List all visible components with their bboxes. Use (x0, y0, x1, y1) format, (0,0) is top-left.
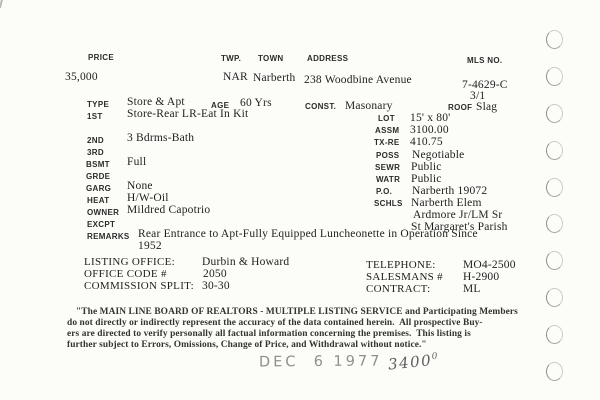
handwritten-price: 3400$^0$ (387, 351, 440, 374)
office-code-value: 2050 (203, 268, 227, 280)
possession-label: POSS (376, 151, 400, 160)
price-label: PRICE (88, 53, 114, 62)
type-value: Store & Apt (127, 96, 185, 108)
post-office-label: P.O. (376, 187, 393, 196)
schools-label: SCHLS (374, 199, 403, 208)
disclaimer-line-2: do not directly or indirectly represent the accuracy of the data contained herein. All prospective Buy- (67, 318, 483, 328)
binder-hole-mark (546, 30, 563, 49)
salesmans-label: SALESMANS # (366, 271, 443, 283)
type-label: TYPE (87, 100, 110, 109)
possession-value: Negotiable (412, 149, 465, 161)
water-value: Public (411, 173, 442, 185)
second-floor-label: 2ND (87, 136, 104, 145)
binder-hole-mark (546, 104, 563, 123)
except-label: EXCPT (87, 220, 116, 229)
town-value: Narberth (253, 72, 296, 84)
basement-value: Full (127, 156, 147, 168)
garage-label: GARG (86, 184, 112, 193)
handwritten-price-superscript: 0 (431, 351, 440, 363)
binder-hole-mark (546, 251, 563, 270)
remarks-label: REMARKS (87, 232, 130, 241)
disclaimer-line-3: ers are directed to verify personally all factual information concerning the premises. This listing is (67, 329, 471, 339)
assessment-label: ASSM (375, 126, 400, 135)
post-office-value: Narberth 19072 (412, 185, 488, 197)
schools-value3: St Margaret's Parish (411, 221, 508, 233)
telephone-label: TELEPHONE: (366, 259, 436, 271)
roof-value: Slag (476, 101, 498, 113)
binder-hole-mark (546, 362, 563, 381)
listing-office-label: LISTING OFFICE: (84, 256, 175, 268)
grade-label: GRDE (86, 172, 111, 181)
second-floor-value: 3 Bdrms-Bath (127, 132, 195, 144)
heat-label: HEAT (87, 196, 110, 205)
address-label: ADDRESS (307, 54, 349, 63)
first-floor-value: Store-Rear LR-Eat In Kit (127, 108, 249, 120)
age-label: AGE (211, 101, 230, 110)
schools-value: Narberth Elem (411, 197, 482, 209)
lot-value: 15' x 80' (410, 112, 451, 124)
owner-label: OWNER (87, 208, 120, 217)
mls-no-label: MLS NO. (467, 56, 503, 65)
sewer-label: SEWR (375, 163, 401, 172)
binder-hole-mark (546, 214, 563, 233)
commission-split-value: 30-30 (202, 280, 230, 292)
salesmans-value: H-2900 (463, 271, 500, 283)
assessment-value: 3100.00 (410, 124, 449, 136)
tax-re-label: TX-RE (374, 138, 400, 147)
mls-no-value2: 3/1 (470, 90, 486, 102)
commission-split-label: COMMISSION SPLIT: (84, 280, 194, 292)
sewer-value: Public (411, 161, 442, 173)
heat-value: H/W-Oil (127, 192, 169, 204)
basement-label: BSMT (86, 160, 110, 169)
telephone-value: MO4-2500 (463, 259, 516, 271)
schools-value2: Ardmore Jr/LM Sr (413, 209, 503, 221)
address-value: 238 Woodbine Avenue (304, 74, 412, 86)
const-value: Masonary (345, 100, 393, 112)
tax-re-value: 410.75 (410, 136, 443, 148)
third-floor-label: 3RD (87, 148, 104, 157)
lot-label: LOT (378, 114, 395, 123)
water-label: WATR (376, 175, 401, 184)
binder-hole-mark (546, 288, 563, 307)
first-floor-label: 1ST (87, 112, 103, 121)
twp-value: NAR (223, 71, 248, 83)
price-value: 35,000 (65, 71, 98, 83)
contract-label: CONTRACT: (366, 283, 431, 295)
binder-hole-mark (546, 178, 563, 197)
owner-value: Mildred Capotrio (127, 204, 211, 216)
roof-label: ROOF (448, 103, 473, 112)
binder-hole-mark (546, 325, 563, 344)
contract-value: ML (463, 283, 481, 295)
date-stamp: DEC 6 1977 (258, 353, 383, 371)
binder-hole-mark (546, 67, 563, 86)
mls-no-value: 7-4629-C (462, 79, 508, 91)
listing-office-value: Durbin & Howard (202, 256, 290, 268)
disclaimer-line-1: "The MAIN LINE BOARD OF REALTORS - MULTIPLE LISTING SERVICE and Participating Members (76, 307, 518, 317)
garage-value: None (127, 180, 153, 192)
town-label: TOWN (258, 54, 284, 63)
disclaimer-line-4: further subject to Errors, Omissions, Change of Price, and Withdrawal without notice." (67, 340, 427, 350)
remarks-value: Rear Entrance to Apt-Fully Equipped Luncheonette in Operation Since (138, 228, 478, 240)
age-value: 60 Yrs (240, 97, 272, 109)
const-label: CONST. (305, 102, 337, 111)
office-code-label: OFFICE CODE # (84, 268, 167, 280)
twp-label: TWP. (221, 54, 242, 63)
remarks-value2: 1952 (138, 240, 162, 252)
scan-artifact-mark (0, 0, 3, 8)
binder-hole-mark (546, 141, 563, 160)
